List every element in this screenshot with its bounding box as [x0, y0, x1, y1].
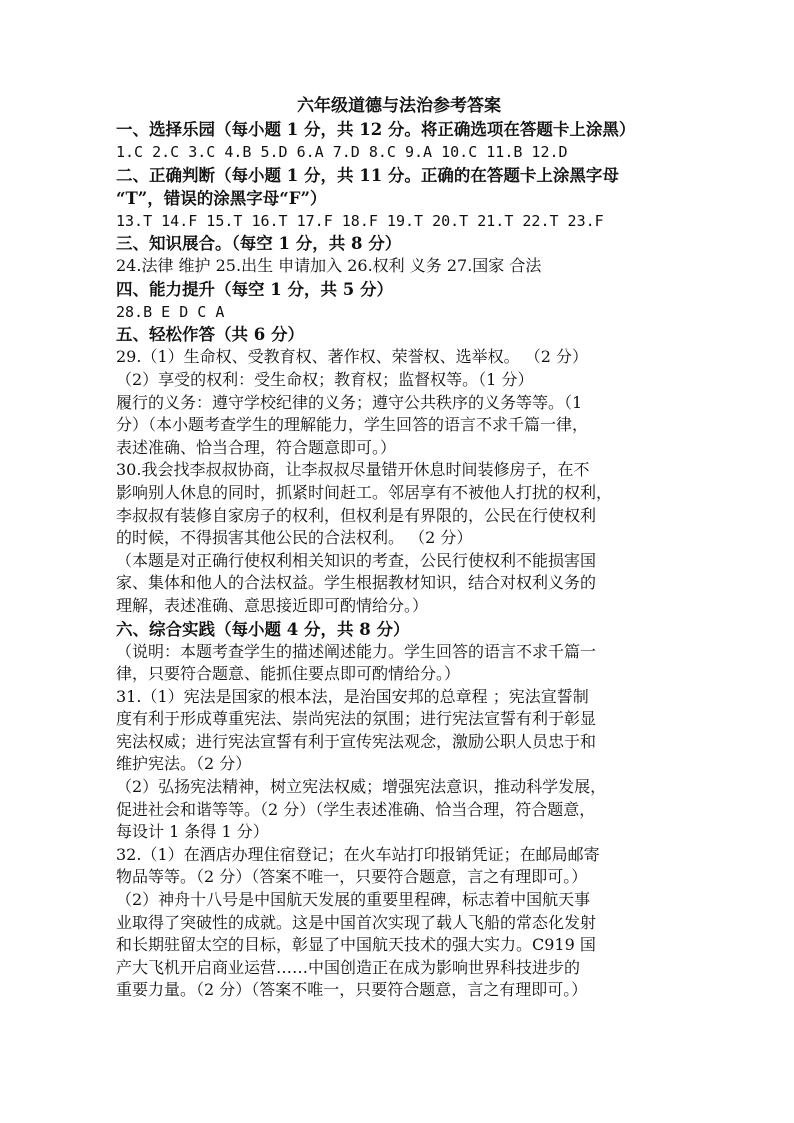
text-line: （2）弘扬宪法精神，树立宪法权威；增强宪法意识，推动科学发展，	[116, 777, 607, 797]
section-heading: 六、综合实践（每小题 4 分，共 8 分）	[116, 619, 410, 639]
text-line: 宪法权威；进行宪法宣誓有利于宣传宪法观念，激励公职人员忠于和	[116, 731, 597, 751]
section-heading: 一、选择乐园（每小题 1 分，共 12 分。将正确选项在答题卡上涂黑）	[116, 120, 636, 139]
document-title: 六年级道德与法治参考答案	[297, 96, 501, 116]
text-line: 家、集体和他人的合法权益。学生根据教材知识，结合对权利义务的	[116, 573, 597, 593]
text-line: 促进社会和谐等等。（2 分）（学生表述准确、恰当合理，符合题意，	[116, 799, 596, 819]
text-line: 维护宪法。（2 分）	[116, 754, 252, 774]
text-line: 29.（1）生命权、受教育权、著作权、荣誉权、选举权。 （2 分）	[116, 347, 588, 367]
section-heading: “T”，错误的涂黑字母“F”）	[116, 188, 327, 208]
text-line: 履行的义务：遵守学校纪律的义务；遵守公共秩序的义务等等。（1	[116, 392, 583, 412]
answer-key-line: 1.C 2.C 3.C 4.B 5.D 6.A 7.D 8.C 9.A 10.C 11.B 12.D	[116, 143, 568, 161]
text-line: 31.（1）宪法是国家的根本法，是治国安邦的总章程 ；宪法宣誓制	[116, 686, 589, 706]
text-line: （说明：本题考查学生的描述阐述能力。学生回答的语言不求千篇一	[116, 641, 597, 661]
section-heading: 五、轻松作答（共 6 分）	[116, 325, 304, 345]
text-line: 32.（1）在酒店办理住宿登记；在火车站打印报销凭证；在邮局邮寄	[116, 844, 600, 864]
text-line: （2）神舟十八号是中国航天发展的重要里程碑，标志着中国航天事	[116, 890, 591, 910]
text-line: 重要力量。（2 分）（答案不唯一，只要符合题意，言之有理即可。）	[116, 980, 588, 1000]
text-line: （2）享受的权利：受生命权；教育权；监督权等。（1 分）	[116, 369, 534, 389]
document-body	[116, 118, 682, 1002]
text-line: 和长期驻留太空的目标，彰显了中国航天技术的强大实力。C919 国	[116, 935, 596, 955]
text-line: 业取得了突破性的成就。这是中国首次实现了载人飞船的常态化发射	[116, 912, 597, 932]
text-line: 24.法律 维护 25.出生 申请加入 26.权利 义务 27.国家 合法	[116, 256, 542, 276]
text-line: （本题是对正确行使权利相关知识的考查，公民行使权利不能损害国	[116, 550, 597, 570]
text-line: 物品等等。（2 分）（答案不唯一，只要符合题意，言之有理即可。）	[116, 867, 588, 887]
text-line: 30.我会找李叔叔协商，让李叔叔尽量错开休息时间装修房子，在不	[116, 460, 590, 480]
text-line: 理解，表述准确、意思接近即可酌情给分。）	[116, 595, 429, 615]
text-line: 度有利于形成尊重宪法、崇尚宪法的氛围；进行宪法宣誓有利于彰显	[116, 709, 597, 729]
text-line: 李叔叔有装修自家房子的权利，但权利是有界限的，公民在行使权利	[116, 505, 597, 525]
text-line: 影响别人休息的同时，抓紧时间赶工。邻居享有不被他人打扰的权利，	[116, 482, 613, 502]
section-heading: 四、能力提升（每空 1 分，共 5 分）	[116, 279, 393, 299]
text-line: 表述准确、恰当合理，符合题意即可。）	[116, 437, 397, 457]
text-line: 的时候，不得损害其他公民的合法权利。 （2 分）	[116, 528, 473, 548]
text-line: 产大飞机开启商业运营……中国创造正在成为影响世界科技进步的	[116, 957, 581, 977]
answer-key-line: 13.T 14.F 15.T 16.T 17.F 18.F 19.T 20.T 21.T 22.T 23.F	[116, 211, 604, 230]
answer-key-line: 28.B E D C A	[116, 302, 225, 321]
text-line: 律，只要符合题意、能抓住要点即可酌情给分。）	[116, 664, 461, 684]
section-heading: 二、正确判断（每小题 1 分，共 11 分。正确的在答题卡上涂黑字母	[116, 165, 619, 185]
section-heading: 三、知识展合。（每空 1 分，共 8 分）	[116, 234, 402, 254]
text-line: 每设计 1 条得 1 分）	[116, 822, 269, 842]
answer-document	[116, 94, 682, 1002]
text-line: 分）（本小题考查学生的理解能力，学生回答的语言不求千篇一律，	[116, 415, 589, 435]
